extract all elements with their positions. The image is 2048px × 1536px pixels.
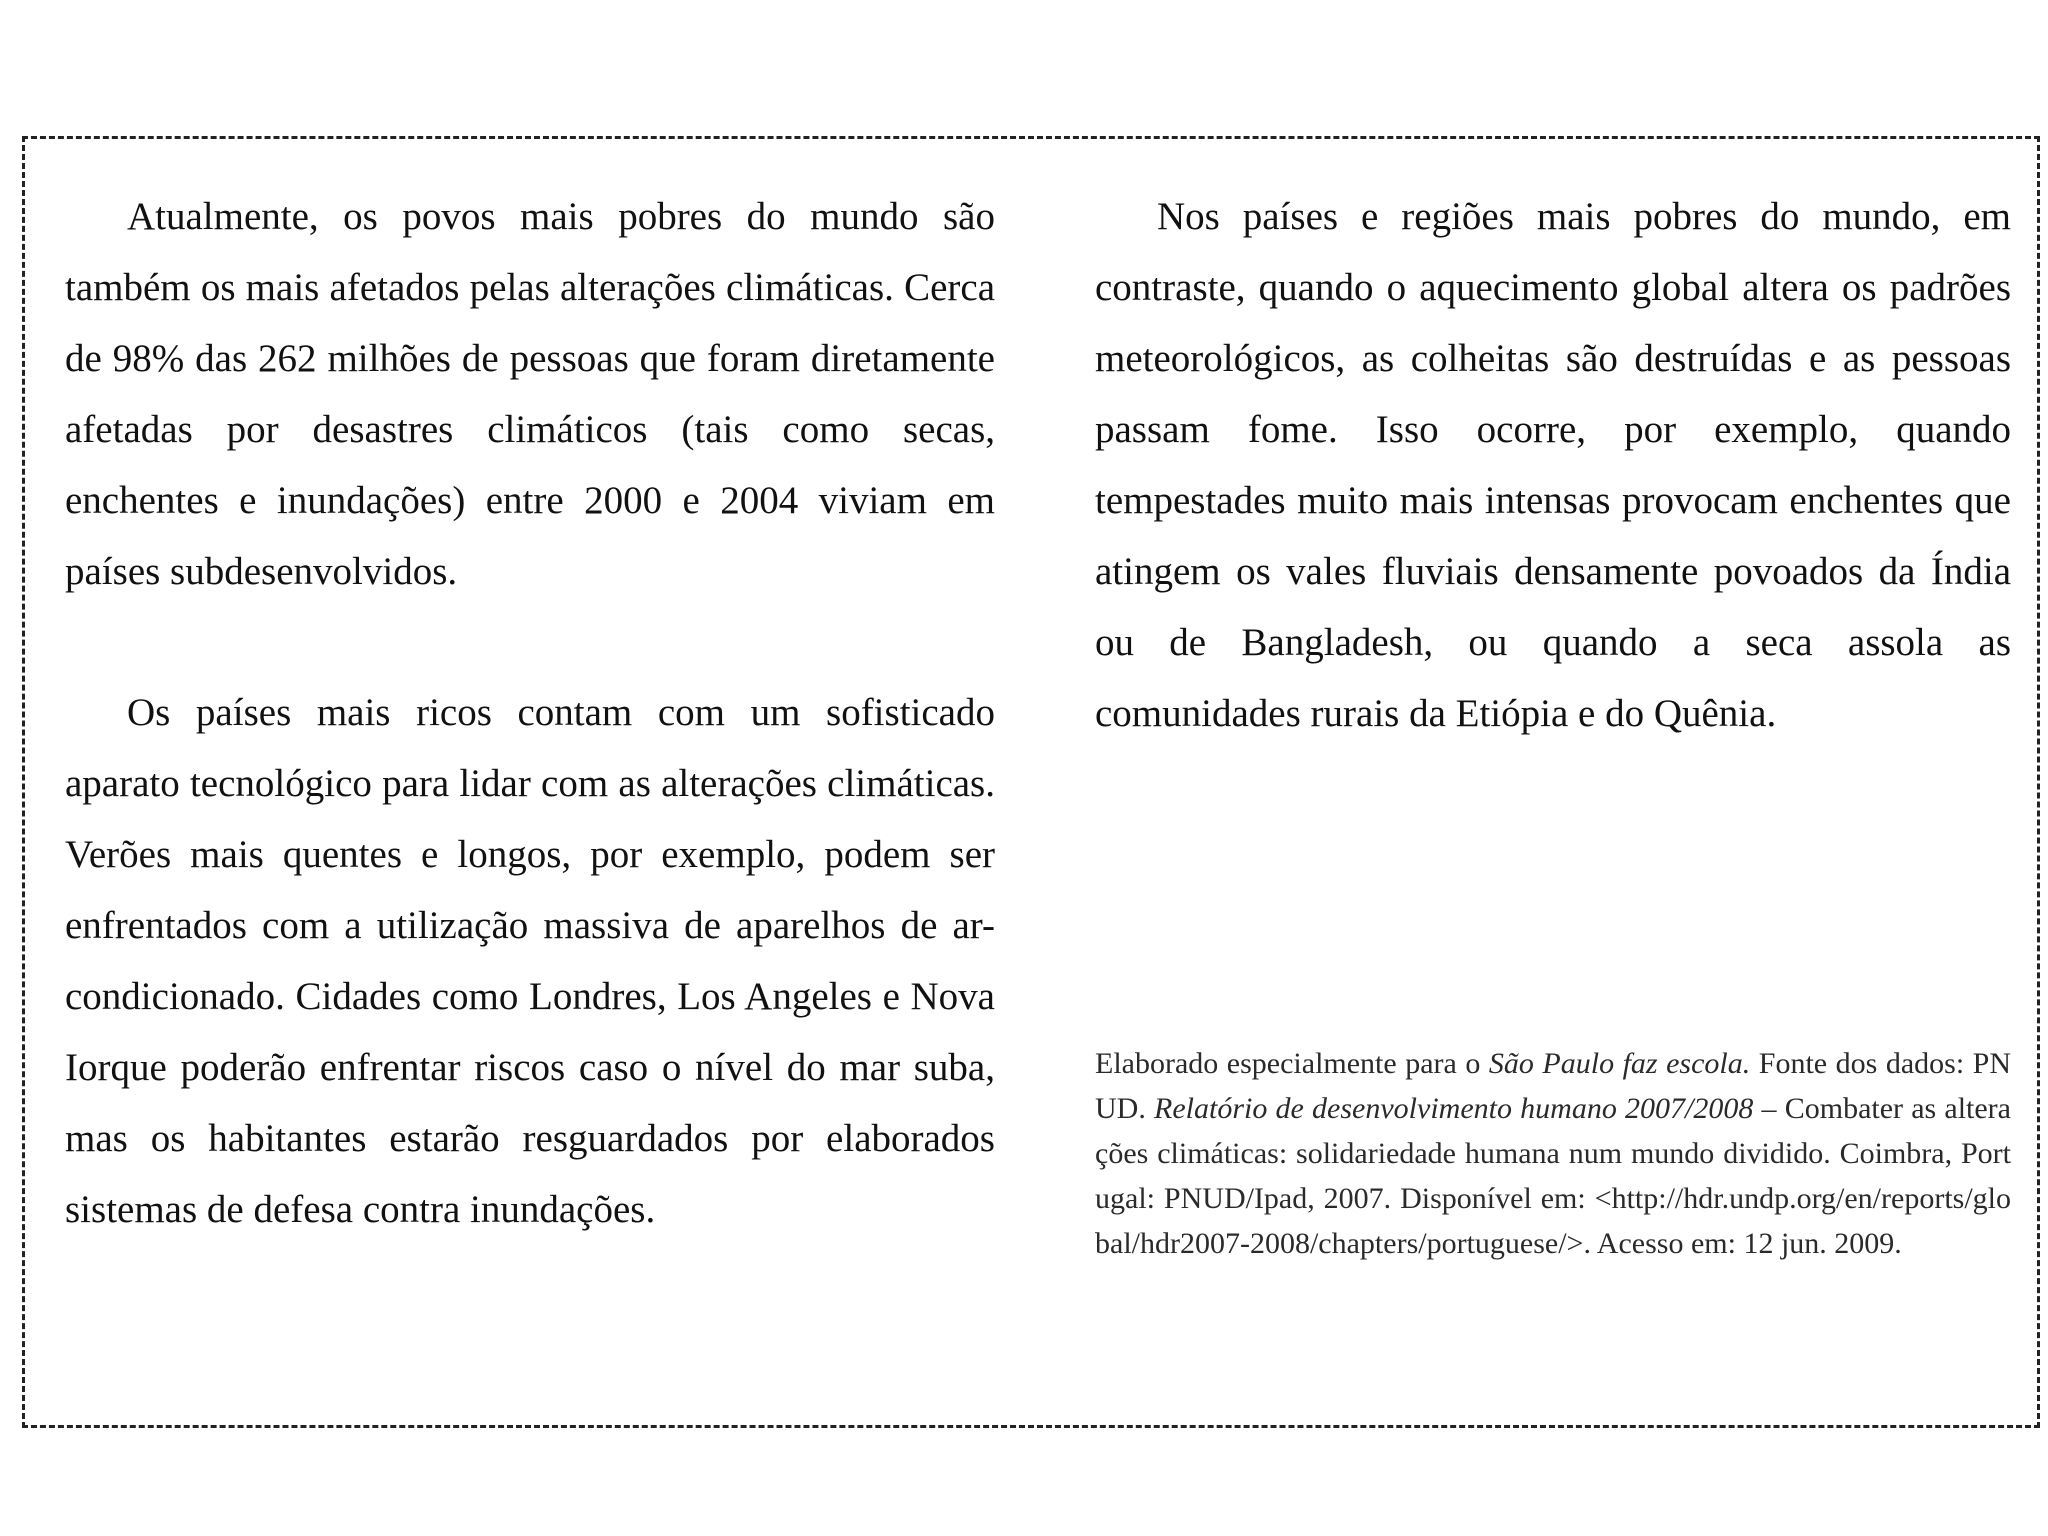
text-box-frame [22,136,2040,1428]
source-part-1: Elaborado especialmente para o [1095,1047,1489,1080]
paragraph-3: Nos países e regiões mais pobres do mundo, em contraste, quando o aquecimento global altera os padrões meteorológicos, as colheitas são destruídas e as pessoas passam fome. Isso ocorre, por exemplo, quando tempestades muito mais intensas provocam enchentes que atingem os vales fluviais densamente povoados da Índia ou de Bangladesh, ou quando a seca assola as comunidades rurais da Etiópia e do Quênia. [1095,195,2011,735]
source-program-name: São Paulo faz escola. [1488,1047,1751,1080]
source-report-title: Relatório de desenvolvimento humano 2007/2008 [1154,1092,1754,1125]
source-citation [1095,1041,2011,1266]
paragraph-2: Os países mais ricos contam com um sofisticado aparato tecnológico para lidar com as alterações climáticas. Verões mais quentes e longos, por exemplo, podem ser enfrentados com a utilização massiva de aparelhos de ar-condicionado. Cidades como Londres, Los Angeles e Nova Iorque poderão enfrentar riscos caso o nível do mar suba, mas os habitantes estarão resguardados por elaborados sistemas de defesa contra inundações. [65,691,995,1231]
paragraph-1: Atualmente, os povos mais pobres do mundo são também os mais afetados pelas alterações climáticas. Cerca de 98% das 262 milhões de pessoas que foram diretamente afetadas por desastres climáticos (tais como secas, enchentes e inundações) entre 2000 e 2004 viviam em países subdesenvolvidos. [65,195,995,593]
source-part-5: – Combater as alterações climáticas: solidariedade humana num mundo dividido. Coimbra, Portugal: PNUD/Ipad, 2007. Disponível em: <http://hdr.undp.org/en/reports/global/hdr2007-2008/chapters/portuguese/>. Acesso em: 12 jun. 2009. [1095,1092,2011,1260]
right-column [1095,181,2011,749]
source-part-3: Fonte dos dados: PNUD. [1095,1047,2012,1125]
left-column [65,181,995,1245]
